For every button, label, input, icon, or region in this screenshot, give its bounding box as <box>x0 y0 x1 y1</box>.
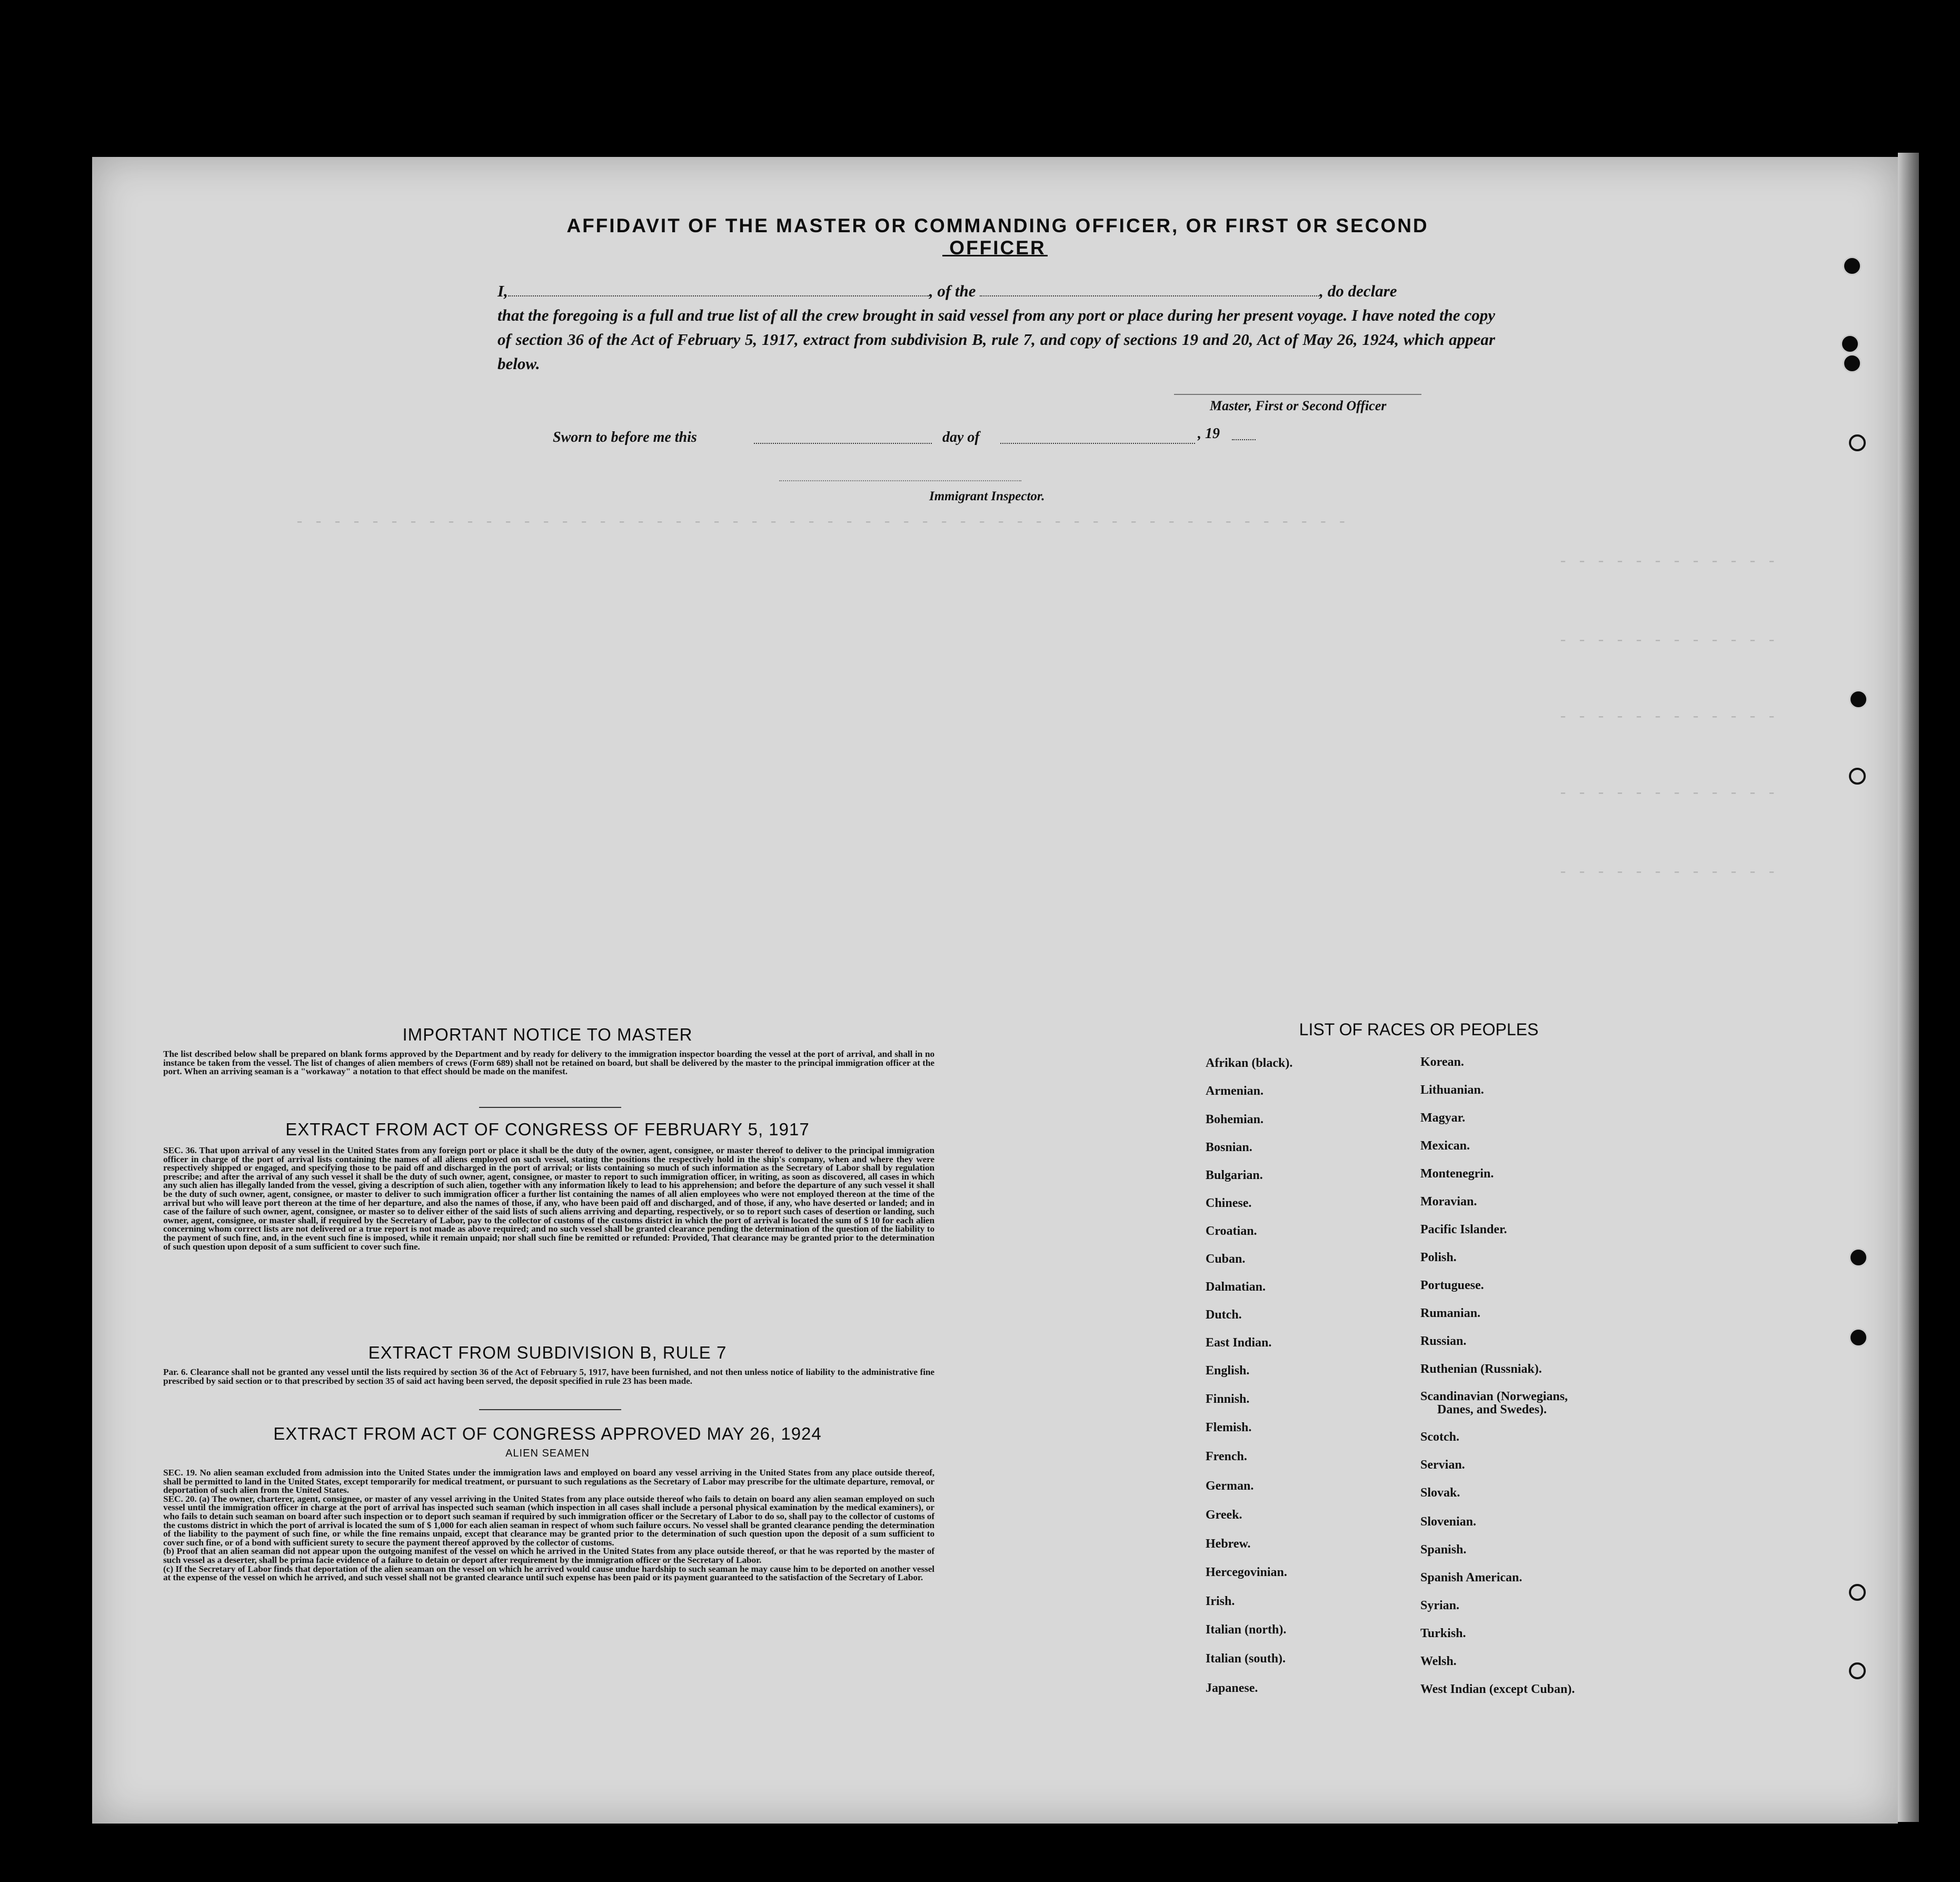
vessel-blank <box>980 282 1319 296</box>
race-item: Montenegrin. <box>1420 1167 1494 1181</box>
title-underline <box>942 255 1048 256</box>
race-item: Magyar. <box>1420 1111 1466 1125</box>
extract-1917-body: SEC. 36. That upon arrival of any vessel in the United States from any foreign port or place it shall be the duty of the owner, agent, consignee, or master thereof to deliver to the principal immigration officer in charge of the port of arrival lists containing the names of all aliens employed on such vessel, stating the positions the respectively hold in the ship's company, when and where they were respectively shipped or engaged, and specifying those to be paid off and discharged in the port of arrival; or lists containing so much of such information as the Secretary of Labor shall by regulation prescribe; and after the arrival of any such vessel it shall be the duty of such owner, agent, consignee, or master to report to such immigration officer, in writing, as soon as discovered, all cases in which any such alien has illegally landed from the vessel, giving a description of such alien, together with any information likely to lead to his apprehension; and before the departure of any such vessel it shall be the duty of such owner, agent, consignee, or master to deliver to such immigration officer a further list containing the names of all alien employees who were not employed thereon at the time of the arrival but who will leave port thereon at the time of her departure, and also the names of those, if any, who have been paid off and discharged, and of those, if any, who have deserted or landed; and in case of the failure of such owner, agent, consignee, or master so to deliver either of the said lists of such aliens arriving and departing, respectively, or so to report such cases of desertion or landing, such owner, agent, consignee, or master shall, if required by the Secretary of Labor, pay to the collector of customs of the customs district in which the port of arrival is located the sum of $ 10 for each alien concerning whom correct lists are not delivered or a true report is not made as above required; and no such vessel shall be granted clearance pending the determination of the question of the liability to the payment of such fine, and, in the event such fine is imposed, while it remain unpaid; nor shall such fine be remitted or refunded: Provided, That clearance may be granted prior to the determination of such question upon deposit of a sum sufficient to cover such fine. <box>163 1145 934 1252</box>
do-declare-label: , do declare <box>1319 282 1397 300</box>
race-item: Bulgarian. <box>1206 1168 1263 1182</box>
race-item: Greek. <box>1206 1508 1242 1522</box>
year-label: , 19 <box>1198 425 1220 442</box>
declaration-line <box>498 279 1495 303</box>
sworn-label: Sworn to before me this <box>553 429 697 445</box>
affidavit-title: AFFIDAVIT OF THE MASTER OR COMMANDING OFFICER, OR FIRST OR SECOND OFFICER <box>566 215 1429 259</box>
race-item: Mexican. <box>1420 1139 1470 1153</box>
day-of-label: day of <box>942 429 980 445</box>
extract-1924-title: EXTRACT FROM ACT OF CONGRESS APPROVED MAY 26, 1924 <box>273 1424 822 1443</box>
race-item: Turkish. <box>1420 1627 1466 1640</box>
race-item: West Indian (except Cuban). <box>1420 1682 1575 1696</box>
race-item: Flemish. <box>1206 1421 1252 1434</box>
extract-rule7-body: Par. 6. Clearance shall not be granted any vessel until the lists required by section 36 of the Act of February 5, 1917, have been furnished, and not then unless notice of liability to the administrative fine prescribed by said section or to that prescribed by section 35 of said act having been served, the deposit specified in rule 23 has been made. <box>163 1367 934 1386</box>
race-item: Danes, and Swedes). <box>1437 1403 1547 1417</box>
divider <box>479 1409 621 1410</box>
races-title: LIST OF RACES OR PEOPLES <box>1299 1020 1539 1039</box>
notice-title: IMPORTANT NOTICE TO MASTER <box>402 1025 693 1044</box>
race-item: Cuban. <box>1206 1252 1246 1266</box>
year-blank <box>1232 425 1256 440</box>
race-item: Armenian. <box>1206 1084 1263 1098</box>
race-item: Servian. <box>1420 1458 1465 1472</box>
race-item: East Indian. <box>1206 1336 1272 1350</box>
master-signature-line <box>1174 394 1421 395</box>
word-i: I, <box>498 282 508 300</box>
sec-19: SEC. 19. No alien seaman excluded from admission into the United States under the immigration laws and employed on board any vessel arriving in the United States from any place outside thereof, shall be permitted to land in the United States, except temporarily for medical treatment, or pursuant to such regulations as the Secretary of Labor may prescribe for the ultimate departure, removal, or deportation of such alien from the United States. <box>163 1468 934 1495</box>
race-item: Korean. <box>1420 1055 1464 1069</box>
race-item: Spanish American. <box>1420 1571 1523 1584</box>
affidavit-body <box>498 279 1495 376</box>
sec-20b: (b) Proof that an alien seaman did not appear upon the outgoing manifest of the vessel on which he arrived in the United States from any place outside thereof, or that he was reported by the master of such vessel as a deserter, shall be prima facie evidence of a failure to detain or deport after requirement by the immigration officer or the Secretary of Labor. <box>163 1546 934 1565</box>
race-item: Finnish. <box>1206 1392 1250 1406</box>
race-item: Irish. <box>1206 1594 1235 1608</box>
race-item: Italian (north). <box>1206 1623 1287 1637</box>
inspector-label: Immigrant Inspector. <box>929 489 1045 503</box>
race-item: Ruthenian (Russniak). <box>1420 1362 1542 1376</box>
extract-1917-title: EXTRACT FROM ACT OF CONGRESS OF FEBRUARY 5, 1917 <box>285 1120 810 1139</box>
binder-hole <box>1849 1328 1868 1347</box>
binder-hole <box>1840 334 1859 353</box>
binder-hole <box>1849 1248 1868 1267</box>
sworn-day-blank <box>754 429 932 444</box>
sec-20c: (c) If the Secretary of Labor finds that deportation of the alien seaman on the vessel on which he arrived would cause undue hardship to such seaman he may cause him to be deported on another vessel at the expense of the vessel on which he arrived, and such vessel shall not be granted clearance until such expense has been paid or its payment guaranteed to the satisfaction of the Secretary of Labor. <box>163 1563 934 1583</box>
binder-hole <box>1843 256 1862 275</box>
race-item: French. <box>1206 1450 1247 1463</box>
race-item: Scotch. <box>1420 1430 1459 1444</box>
page-edge <box>1898 153 1919 1822</box>
race-item: German. <box>1206 1479 1254 1493</box>
race-item: Japanese. <box>1206 1681 1258 1695</box>
sworn-month-blank <box>1000 429 1195 444</box>
race-item: Hebrew. <box>1206 1537 1251 1551</box>
race-item: Moravian. <box>1420 1195 1477 1209</box>
race-item: Portuguese. <box>1420 1279 1484 1292</box>
race-item: Dalmatian. <box>1206 1280 1266 1294</box>
race-item: Welsh. <box>1420 1655 1457 1668</box>
binder-hole <box>1849 434 1866 451</box>
race-item: Slovak. <box>1420 1486 1460 1500</box>
binder-hole <box>1849 690 1868 709</box>
notice-body: The list described below shall be prepared on blank forms approved by the Department and by ready for delivery to the immigration inspector boarding the vessel at the port of arrival, and shall in no instance be taken from the vessel. The list of changes of alien members of crews (Form 689) shall not be retained on board, but shall be delivered by the master to the principal immigration officer at the port. When an arriving seaman is a "workaway" a notation to that effect should be made on the manifest. <box>163 1049 934 1077</box>
race-item: Syrian. <box>1420 1599 1460 1612</box>
of-the-label: , of the <box>929 282 976 300</box>
binder-hole <box>1849 1584 1866 1601</box>
race-item: Bosnian. <box>1206 1141 1252 1154</box>
race-item: Italian (south). <box>1206 1652 1286 1666</box>
race-item: Scandinavian (Norwegians, <box>1420 1390 1568 1403</box>
sec-20a: SEC. 20. (a) The owner, charterer, agent, consignee, or master of any vessel arriving in the United States from any place outside thereof who fails to detain on board any alien seaman employed on such vessel until the immigration officer in charge at the port of arrival has inspected such seaman (which inspection in all cases shall include a personal physical examination by the medical examiners), or who fails to detain such seaman on board after such inspection or to deport such seaman if required by such immigration officer or the Secretary of Labor to do so, shall pay to the collector of customs of the customs district in which the port of arrival is located the sum of $ 1,000 for each alien seaman in respect of whom such failure occurs. No vessel shall be granted clearance pending the determination of the liability to the payment of such fine, or while the fine remains unpaid, except that clearance may be granted prior to the determination of such question upon the deposit of a sum sufficient to cover such fine, or of a bond with sufficient surety to secure the payment thereof approved by the collector of customs. <box>163 1493 934 1548</box>
race-item: Chinese. <box>1206 1196 1252 1210</box>
declaration-text: that the foregoing is a full and true list of all the crew brought in said vessel from any port or place during her present voyage. I have noted the copy of section 36 of the Act of February 5, 1917, extract from subdivision B, rule 7, and copy of sections 19 and 20, Act of May 26, 1924, which appear below. <box>498 306 1495 373</box>
race-item: Russian. <box>1420 1334 1467 1348</box>
race-item: Lithuanian. <box>1420 1083 1484 1097</box>
inspector-signature-line <box>779 480 1021 481</box>
race-item: Bohemian. <box>1206 1113 1264 1126</box>
race-item: Dutch. <box>1206 1308 1242 1322</box>
master-label: Master, First or Second Officer <box>1210 398 1387 413</box>
race-item: Rumanian. <box>1420 1306 1481 1320</box>
binder-hole <box>1849 1662 1866 1679</box>
extract-1924-body <box>163 1469 934 1582</box>
extract-rule7-title: EXTRACT FROM SUBDIVISION B, RULE 7 <box>368 1343 727 1362</box>
divider <box>479 1107 621 1108</box>
extract-1924-subtitle: ALIEN SEAMEN <box>505 1448 590 1459</box>
race-item: English. <box>1206 1364 1250 1378</box>
binder-hole <box>1843 354 1862 373</box>
race-item: Slovenian. <box>1420 1515 1477 1529</box>
name-blank <box>508 282 929 296</box>
race-item: Pacific Islander. <box>1420 1223 1507 1236</box>
race-item: Hercegovinian. <box>1206 1566 1287 1579</box>
race-item: Spanish. <box>1420 1543 1467 1557</box>
race-item: Polish. <box>1420 1251 1457 1264</box>
race-item: Croatian. <box>1206 1224 1257 1238</box>
binder-hole <box>1849 768 1866 785</box>
race-item: Afrikan (black). <box>1206 1056 1293 1070</box>
